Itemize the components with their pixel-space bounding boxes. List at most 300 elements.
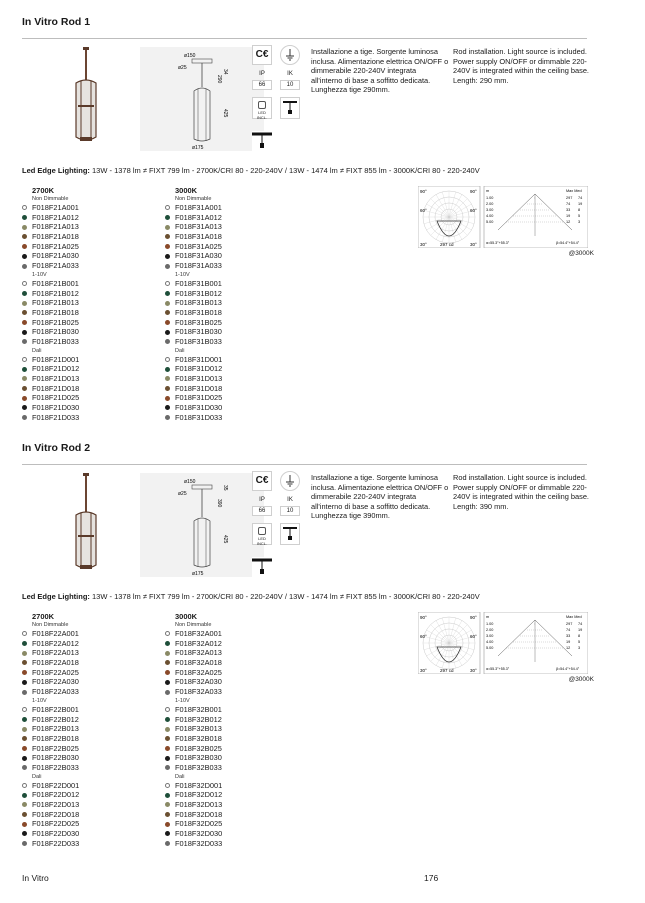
col-3000k — [165, 186, 305, 422]
product-code: F018F31D013 — [175, 374, 223, 383]
beam-angle-left: α=55.3°+55.3° — [486, 667, 510, 671]
product-code: F018F31A012 — [175, 212, 222, 222]
cone-table-head: m — [486, 189, 490, 193]
product-code: F018F21A018 — [32, 232, 79, 242]
finish-color-dot — [165, 783, 170, 788]
product-code: F018F22B012 — [32, 714, 79, 724]
dim-stem: 34 — [222, 69, 228, 75]
product-code-item — [22, 308, 162, 318]
product-code: F018F31B013 — [175, 298, 222, 308]
product-code-item — [165, 318, 305, 328]
description-italian: Installazione a tige. Sorgente luminosa inclusa. Alimentazione elettrica ON/OFF o dimmerabile 220-240V integrata all'interno di base a soffitto dedicata. Lunghezza tige 390mm. — [311, 473, 449, 521]
product-code-item — [22, 261, 162, 271]
finish-color-dot — [165, 756, 170, 761]
finish-color-dot — [165, 357, 170, 362]
product-code: F018F22A030 — [32, 677, 79, 687]
finish-color-dot — [22, 301, 27, 306]
product-code-item — [22, 393, 162, 403]
finish-color-dot — [22, 783, 27, 788]
product-code-item — [22, 639, 162, 649]
angle-label: 30° — [470, 668, 477, 673]
finish-color-dot — [22, 660, 27, 665]
product-code: F018F21D033 — [32, 412, 80, 422]
finish-color-dot — [165, 291, 170, 296]
photometry-temp-label: @3000K — [568, 250, 594, 257]
cone-max: 19 — [566, 640, 571, 644]
product-code-item — [165, 677, 305, 687]
description-italian: Installazione a tige. Sorgente luminosa inclusa. Alimentazione elettrica ON/OFF o dimmerabile 220-240V integrata all'interno di base a soffitto dedicata. Lunghezza tige 290mm. — [311, 47, 449, 95]
product-code-item — [22, 648, 162, 658]
product-code-item — [165, 819, 305, 829]
product-code-item — [165, 715, 305, 725]
product-code-item — [165, 753, 305, 763]
finish-color-dot — [165, 215, 170, 220]
product-code-item — [22, 677, 162, 687]
cone-med: 5 — [578, 640, 581, 644]
candela-label: 297 cd — [440, 242, 454, 247]
product-code-item — [22, 384, 162, 394]
product-code-item — [165, 687, 305, 697]
finish-color-dot — [165, 415, 170, 420]
product-code-item — [22, 213, 162, 223]
product-code: F018F22B013 — [32, 724, 79, 734]
finish-color-dot — [22, 367, 27, 372]
product-code: F018F31A033 — [175, 261, 222, 271]
ip-label: IP — [259, 497, 265, 503]
beam-angle-right: β=54.4°+54.4° — [556, 241, 580, 245]
finish-color-dot — [22, 841, 27, 846]
product-code-item — [165, 763, 305, 773]
finish-color-dot — [22, 746, 27, 751]
angle-label: 90° — [470, 615, 477, 620]
finish-color-dot — [22, 254, 27, 259]
product-code: F018F32B030 — [175, 753, 222, 763]
product-code: F018F21A033 — [32, 261, 79, 271]
product-code: F018F31A025 — [175, 241, 222, 251]
product-code: F018F22D025 — [32, 819, 80, 829]
product-title: In Vitro Rod 1 — [22, 16, 91, 28]
cone-max: 12 — [566, 220, 571, 224]
ceiling-mount-icon — [280, 523, 300, 545]
dim-top-diameter: ø150 — [184, 479, 196, 485]
angle-label: 90° — [420, 615, 427, 620]
product-code-item — [165, 658, 305, 668]
product-code: F018F21A012 — [32, 212, 79, 222]
finish-color-dot — [22, 631, 27, 636]
earth-ground-icon — [280, 471, 300, 491]
ik-label: IK — [287, 497, 293, 503]
ce-mark-icon: C€ — [252, 45, 272, 65]
finish-color-dot — [22, 802, 27, 807]
cone-max: 297 — [566, 196, 573, 200]
product-code: F018F32A025 — [175, 667, 222, 677]
ceiling-mount-icon — [280, 97, 300, 119]
led-spec-line: Led Edge Lighting: 13W - 1378 lm ≠ FIXT 799 lm - 2700K/CRI 80 - 220-240V / 13W - 1474 lm ≠ FIXT 855 lm - 3000K/CRI 80 - 220-240V — [22, 592, 480, 601]
product-photo-lamp — [66, 47, 106, 147]
cone-distance: 4.00 — [486, 214, 494, 218]
dim-base-diameter: ø25 — [178, 491, 187, 497]
finish-color-dot — [22, 376, 27, 381]
dim-body: 425 — [222, 535, 228, 544]
product-code-item — [22, 364, 162, 374]
finish-color-dot — [165, 793, 170, 798]
product-code: F018F31B001 — [175, 278, 222, 288]
finish-color-dot — [165, 330, 170, 335]
finish-color-dot — [165, 707, 170, 712]
group-label: Non Dimmable — [32, 196, 69, 202]
certification-icons — [250, 471, 306, 581]
product-code-item — [22, 242, 162, 252]
cone-med: 74 — [578, 196, 583, 200]
finish-color-dot — [22, 717, 27, 722]
cone-distance: 5.00 — [486, 220, 494, 224]
finish-color-dot — [22, 707, 27, 712]
product-code-item — [165, 393, 305, 403]
product-code: F018F22D012 — [32, 790, 80, 800]
finish-color-dot — [165, 396, 170, 401]
cone-max: 19 — [566, 214, 571, 218]
product-code: F018F22B001 — [32, 704, 79, 714]
product-code-item — [22, 403, 162, 413]
product-code: F018F21D001 — [32, 354, 80, 364]
product-code: F018F32B012 — [175, 714, 222, 724]
angle-label: 30° — [420, 668, 427, 673]
finish-color-dot — [165, 727, 170, 732]
product-section-1 — [22, 16, 594, 422]
finish-color-dot — [165, 234, 170, 239]
col-heading: 2700K — [32, 612, 55, 621]
product-code-item — [165, 374, 305, 384]
product-code: F018F22D030 — [32, 829, 80, 839]
angle-label: 90° — [470, 189, 477, 194]
finish-color-dot — [165, 264, 170, 269]
product-code: F018F32B033 — [175, 762, 222, 772]
product-code-item — [165, 232, 305, 242]
dim-body: 425 — [222, 109, 228, 118]
product-code: F018F21D018 — [32, 383, 80, 393]
finish-color-dot — [165, 244, 170, 249]
cone-table-head: Max Med — [566, 189, 582, 193]
product-code: F018F32D025 — [175, 819, 223, 829]
dim-stem: 35 — [222, 485, 228, 491]
product-code: F018F32A033 — [175, 687, 222, 697]
cone-med: 3 — [578, 220, 581, 224]
product-code: F018F22D033 — [32, 838, 80, 848]
product-code: F018F32B018 — [175, 733, 222, 743]
product-code-item — [22, 222, 162, 232]
dim-body-diameter: ø175 — [192, 571, 204, 577]
product-code-item — [165, 839, 305, 849]
finish-color-dot — [22, 812, 27, 817]
product-code-item — [165, 790, 305, 800]
product-code: F018F22A001 — [32, 629, 79, 638]
rod-mount-icon — [252, 557, 272, 579]
product-code-item — [22, 374, 162, 384]
product-code: F018F22B030 — [32, 753, 79, 763]
product-code-item — [165, 261, 305, 271]
group-label: 1-10V — [32, 271, 47, 278]
finish-color-dot — [22, 234, 27, 239]
dim-body-diameter: ø175 — [192, 145, 204, 151]
product-section-2 — [22, 442, 594, 848]
finish-color-dot — [22, 264, 27, 269]
product-code-item — [165, 279, 305, 289]
finish-color-dot — [165, 746, 170, 751]
finish-color-dot — [22, 310, 27, 315]
product-code: F018F22A033 — [32, 687, 79, 697]
product-code-item — [22, 289, 162, 299]
cone-med: 3 — [578, 646, 581, 650]
product-code-item — [165, 829, 305, 839]
description-english: Rod installation. Light source is included. Power supply ON/OFF or dimmable 220-240V is integrated within the ceiling base. Length: 290 mm. — [453, 47, 589, 85]
finish-color-dot — [165, 631, 170, 636]
finish-color-dot — [22, 405, 27, 410]
cone-max: 12 — [566, 646, 571, 650]
product-code: F018F22A013 — [32, 648, 79, 658]
product-code-item — [22, 810, 162, 820]
product-code-item — [22, 327, 162, 337]
product-code-item — [165, 364, 305, 374]
angle-label: 30° — [420, 242, 427, 247]
finish-color-dot — [22, 415, 27, 420]
beam-angle-left: α=55.3°+55.3° — [486, 241, 510, 245]
finish-color-dot — [22, 736, 27, 741]
product-code-item — [22, 629, 162, 639]
product-code: F018F32D033 — [175, 838, 223, 848]
finish-color-dot — [22, 357, 27, 362]
product-code: F018F31D025 — [175, 393, 223, 403]
product-code: F018F22B018 — [32, 733, 79, 743]
product-code-item — [22, 232, 162, 242]
finish-color-dot — [165, 339, 170, 344]
group-label: Dali — [175, 347, 185, 354]
product-code-item — [165, 744, 305, 754]
cone-med: 5 — [578, 214, 581, 218]
technical-drawing — [140, 47, 264, 151]
product-code-item — [165, 724, 305, 734]
cone-med: 74 — [578, 622, 583, 626]
product-code: F018F22D018 — [32, 809, 80, 819]
product-code: F018F21B012 — [32, 288, 79, 298]
cone-distance: 4.00 — [486, 640, 494, 644]
finish-color-dot — [22, 281, 27, 286]
finish-color-dot — [165, 405, 170, 410]
earth-ground-icon — [280, 45, 300, 65]
col-2700k — [22, 186, 162, 422]
finish-color-dot — [165, 831, 170, 836]
footer-collection-name: In Vitro — [22, 873, 49, 883]
product-code-item — [22, 839, 162, 849]
cone-max: 33 — [566, 208, 571, 212]
finish-color-dot — [22, 651, 27, 656]
cone-table-head: Max Med — [566, 615, 582, 619]
finish-color-dot — [22, 225, 27, 230]
finish-color-dot — [22, 690, 27, 695]
product-code: F018F22A025 — [32, 667, 79, 677]
finish-color-dot — [165, 281, 170, 286]
finish-color-dot — [22, 386, 27, 391]
product-code-item — [165, 222, 305, 232]
angle-label: 60° — [470, 208, 477, 213]
product-code: F018F31B012 — [175, 288, 222, 298]
finish-color-dot — [22, 330, 27, 335]
product-code-item — [165, 337, 305, 347]
product-code-item — [165, 327, 305, 337]
product-code: F018F31D001 — [175, 354, 223, 364]
product-code-item — [22, 413, 162, 423]
rod-mount-icon — [252, 131, 272, 153]
dim-rod: 290 — [216, 75, 222, 84]
product-code-item — [22, 800, 162, 810]
cone-med: 8 — [578, 634, 581, 638]
ce-mark-icon: C€ — [252, 471, 272, 491]
finish-color-dot — [165, 301, 170, 306]
product-code: F018F21D012 — [32, 364, 80, 374]
angle-label: 60° — [470, 634, 477, 639]
product-code: F018F32B013 — [175, 724, 222, 734]
finish-color-dot — [165, 822, 170, 827]
ik-label: IK — [287, 71, 293, 77]
finish-color-dot — [22, 680, 27, 685]
product-code-item — [22, 829, 162, 839]
product-code: F018F31B030 — [175, 327, 222, 337]
product-code-item — [22, 705, 162, 715]
finish-color-dot — [165, 670, 170, 675]
finish-color-dot — [165, 205, 170, 210]
product-code-item — [165, 242, 305, 252]
finish-color-dot — [165, 641, 170, 646]
product-code-item — [22, 763, 162, 773]
group-label: 1-10V — [32, 697, 47, 704]
group-label: Non Dimmable — [175, 622, 212, 628]
product-code: F018F32A018 — [175, 658, 222, 668]
product-code: F018F32D030 — [175, 829, 223, 839]
finish-color-dot — [165, 386, 170, 391]
beam-angle-right: β=54.4°+54.4° — [556, 667, 580, 671]
product-photo-lamp — [66, 473, 106, 573]
dim-rod: 390 — [216, 499, 222, 508]
ik-rating: 10 — [280, 506, 300, 516]
page-number: 176 — [424, 873, 439, 883]
cone-distance: 3.00 — [486, 208, 494, 212]
ip-rating: 66 — [252, 80, 272, 90]
cone-max: 297 — [566, 622, 573, 626]
certification-icons — [250, 45, 306, 155]
col-2700k — [22, 612, 162, 848]
product-code-item — [22, 279, 162, 289]
group-label: Non Dimmable — [175, 196, 212, 202]
finish-color-dot — [22, 215, 27, 220]
candela-label: 297 cd — [440, 668, 454, 673]
led-included-icon: LED INCL. — [252, 523, 272, 545]
product-code: F018F21A030 — [32, 251, 79, 261]
product-code: F018F21B001 — [32, 278, 79, 288]
product-code-item — [165, 810, 305, 820]
led-included-icon: LED INCL. — [252, 97, 272, 119]
product-code: F018F21A001 — [32, 203, 79, 212]
group-label: Dali — [32, 773, 42, 780]
product-code: F018F31D030 — [175, 403, 223, 413]
angle-label: 60° — [420, 208, 427, 213]
finish-color-dot — [165, 736, 170, 741]
product-code: F018F31D018 — [175, 383, 223, 393]
product-code: F018F31A013 — [175, 222, 222, 232]
product-code: F018F32A013 — [175, 648, 222, 658]
cone-distance: 1.00 — [486, 622, 494, 626]
finish-color-dot — [165, 367, 170, 372]
product-code-item — [165, 781, 305, 791]
finish-color-dot — [165, 651, 170, 656]
cone-table-head: m — [486, 615, 490, 619]
product-code-item — [165, 800, 305, 810]
product-code-item — [22, 251, 162, 261]
finish-color-dot — [22, 756, 27, 761]
product-code-item — [22, 203, 162, 213]
group-label: Dali — [32, 347, 42, 354]
dim-base-diameter: ø25 — [178, 65, 187, 71]
photometry-temp-label: @3000K — [568, 676, 594, 683]
dim-top-diameter: ø150 — [184, 53, 196, 59]
product-code: F018F32B001 — [175, 704, 222, 714]
finish-color-dot — [165, 660, 170, 665]
finish-color-dot — [22, 670, 27, 675]
cone-distance: 1.00 — [486, 196, 494, 200]
product-code-item — [22, 658, 162, 668]
finish-color-dot — [22, 822, 27, 827]
finish-color-dot — [165, 802, 170, 807]
product-code-item — [165, 355, 305, 365]
product-code: F018F32D001 — [175, 780, 223, 790]
product-code-item — [165, 705, 305, 715]
finish-color-dot — [22, 244, 27, 249]
product-code: F018F22D013 — [32, 800, 80, 809]
finish-color-dot — [22, 793, 27, 798]
description-english: Rod installation. Light source is included. Power supply ON/OFF or dimmable 220-240V is integrated within the ceiling base. Length: 390 mm. — [453, 473, 589, 511]
group-label: Dali — [175, 773, 185, 780]
product-code: F018F31B033 — [175, 336, 222, 346]
product-code: F018F31D012 — [175, 364, 223, 374]
cone-distance: 2.00 — [486, 202, 494, 206]
product-code: F018F31A018 — [175, 232, 222, 242]
product-code-item — [22, 687, 162, 697]
product-code: F018F21D013 — [32, 374, 80, 383]
group-label: Non Dimmable — [32, 622, 69, 628]
finish-color-dot — [165, 320, 170, 325]
product-code-item — [22, 715, 162, 725]
product-code-item — [165, 213, 305, 223]
product-code-item — [22, 753, 162, 763]
product-code-item — [22, 724, 162, 734]
product-code-item — [165, 629, 305, 639]
cone-distance: 3.00 — [486, 634, 494, 638]
product-code: F018F21A025 — [32, 241, 79, 251]
product-code: F018F21D030 — [32, 403, 80, 413]
product-code: F018F31B018 — [175, 307, 222, 317]
technical-drawing — [140, 473, 264, 577]
product-code: F018F21A013 — [32, 222, 79, 232]
product-code-item — [22, 781, 162, 791]
product-code-item — [22, 790, 162, 800]
finish-color-dot — [22, 205, 27, 210]
finish-color-dot — [165, 841, 170, 846]
product-code: F018F22B025 — [32, 743, 79, 753]
product-code-item — [165, 384, 305, 394]
product-code-item — [22, 298, 162, 308]
finish-color-dot — [165, 254, 170, 259]
angle-label: 90° — [420, 189, 427, 194]
finish-color-dot — [22, 320, 27, 325]
product-code: F018F32A001 — [175, 629, 222, 638]
